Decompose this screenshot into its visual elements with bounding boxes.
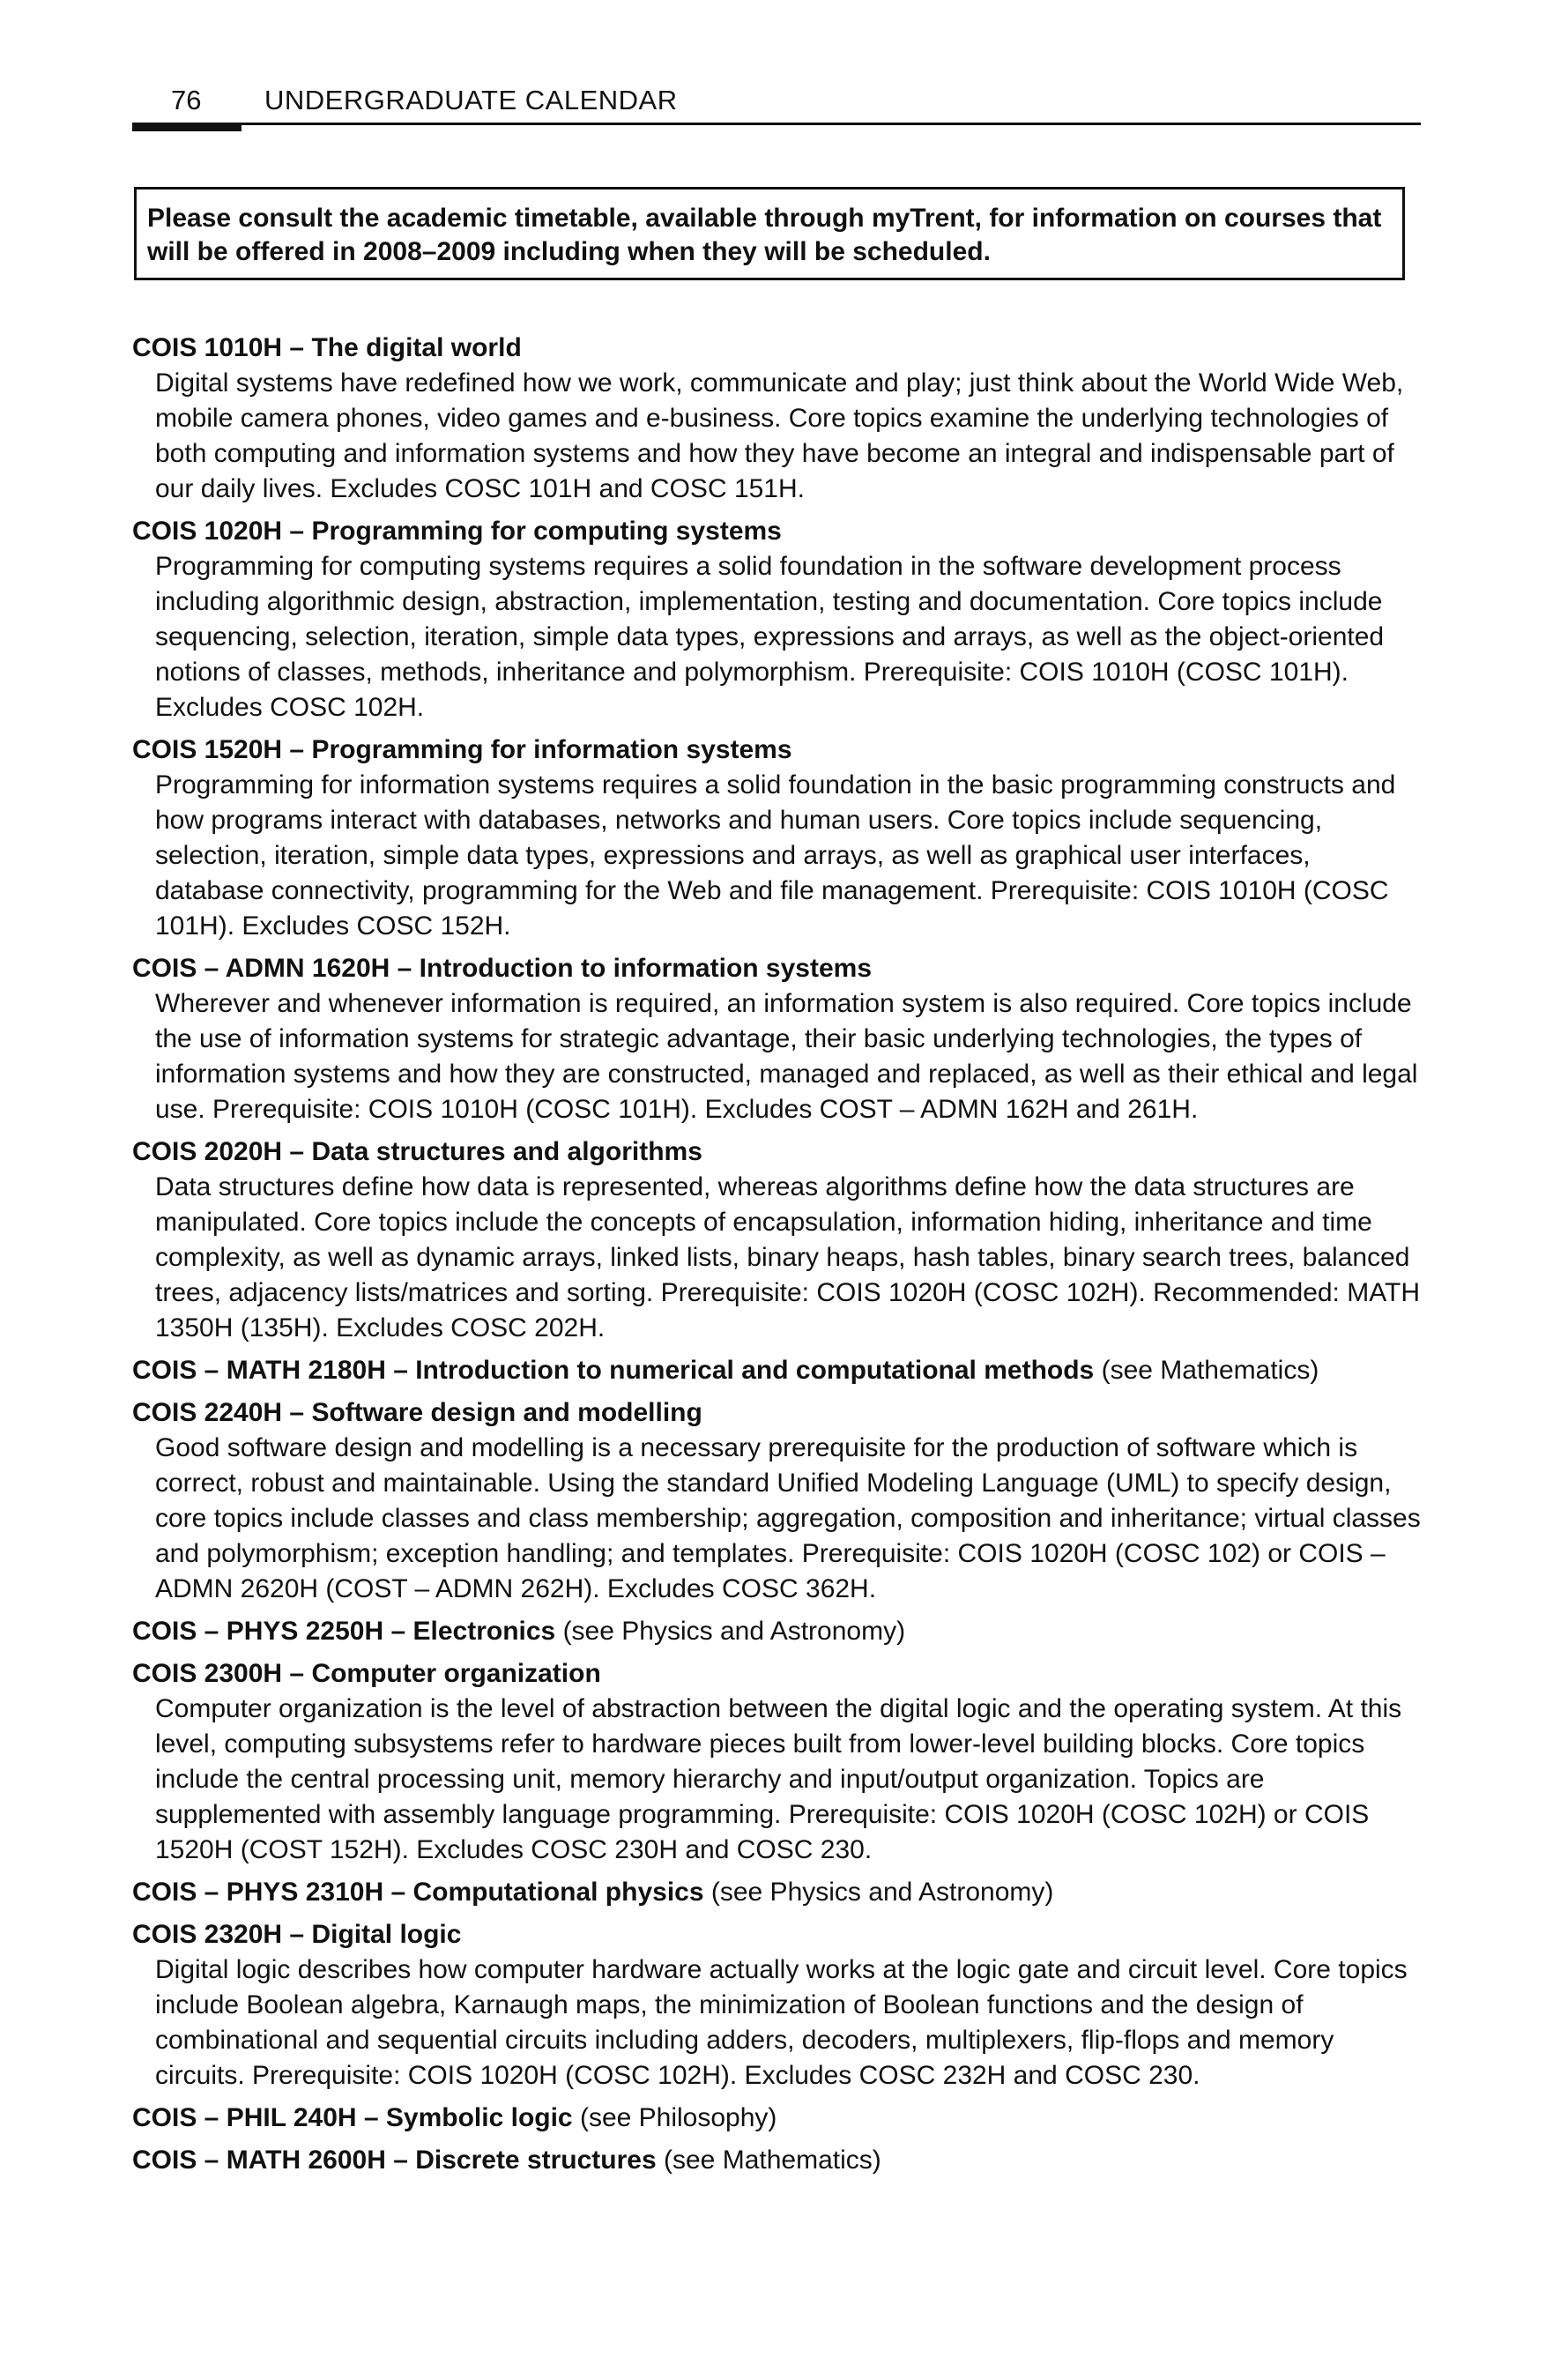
course-cross-reference: (see Mathematics): [656, 2146, 881, 2175]
course-entry: [132, 1614, 1421, 1649]
page-header: [132, 83, 1421, 136]
course-title: COIS – PHYS 2310H – Computational physics: [132, 1878, 704, 1907]
course-cross-reference: (see Physics and Astronomy): [555, 1617, 906, 1646]
course-title: COIS – PHYS 2250H – Electronics: [132, 1617, 556, 1646]
course-entry: [132, 951, 1421, 1127]
course-title: COIS 2240H – Software design and modelling: [132, 1398, 702, 1427]
course-title: COIS 1020H – Programming for computing systems: [132, 517, 782, 546]
running-title: UNDERGRADUATE CALENDAR: [264, 85, 678, 115]
course-title: COIS 2320H – Digital logic: [132, 1920, 462, 1949]
course-entry: [132, 733, 1421, 944]
course-list: [132, 331, 1421, 2185]
header-tab-bar: [132, 123, 241, 131]
course-description: Digital systems have redefined how we work, communicate and play; just think about the World Wide Web, mobile camera phones, video games and e-business. Core topics examine the underlying technologies of both computing and information systems and how they have become an integral and indispensable part of our daily lives. Excludes COSC 101H and COSC 151H.: [155, 368, 1404, 503]
course-title: COIS – MATH 2600H – Discrete structures: [132, 2146, 657, 2175]
course-cross-reference: (see Mathematics): [1094, 1356, 1319, 1385]
course-title: COIS 2300H – Computer organization: [132, 1659, 601, 1688]
course-entry: [132, 331, 1421, 507]
course-description: Data structures define how data is represented, whereas algorithms define how the data structures are manipulated. Core topics include the concepts of encapsulation, information hiding, inheritance and time complexity, as well as dynamic arrays, linked lists, binary heaps, hash tables, binary search trees, balanced trees, adjacency lists/matrices and sorting. Prerequisite: COIS 1020H (COSC 102H). Recommended: MATH 1350H (135H). Excludes COSC 202H.: [155, 1172, 1420, 1342]
course-title: COIS – PHIL 240H – Symbolic logic: [132, 2103, 573, 2132]
course-title: COIS 2020H – Data structures and algorithms: [132, 1137, 702, 1166]
course-description: Good software design and modelling is a necessary prerequisite for the production of software which is correct, robust and maintainable. Using the standard Unified Modeling Language (UML) to specify design, core topics include classes and class membership; aggregation, composition and inheritance; virtual classes and polymorphism; exception handling; and templates. Prerequisite: COIS 1020H (COSC 102) or COIS – ADMN 2620H (COST – ADMN 262H). Excludes COSC 362H.: [155, 1433, 1421, 1603]
course-entry: [132, 514, 1421, 725]
course-cross-reference: (see Philosophy): [572, 2103, 777, 2132]
timetable-notice-box: [134, 187, 1405, 280]
course-title: COIS 1520H – Programming for information systems: [132, 735, 792, 764]
course-title: COIS – ADMN 1620H – Introduction to information systems: [132, 954, 873, 983]
course-entry: [132, 1395, 1421, 1607]
course-description: Programming for computing systems requires a solid foundation in the software development process including algorithmic design, abstraction, implementation, testing and documentation. Core topics include sequencing, selection, iteration, simple data types, expressions and arrays, as well as the object-oriented notions of classes, methods, inheritance and polymorphism. Prerequisite: COIS 1010H (COSC 101H). Excludes COSC 102H.: [155, 552, 1385, 722]
course-title: COIS 1010H – The digital world: [132, 333, 522, 362]
course-entry: [132, 1134, 1421, 1346]
course-title: COIS – MATH 2180H – Introduction to numerical and computational methods: [132, 1356, 1095, 1385]
course-description: Programming for information systems requires a solid foundation in the basic programming constructs and how programs interact with databases, networks and human users. Core topics include sequencing, selection, iteration, simple data types, expressions and arrays, as well as graphical user interfaces, database connectivity, programming for the Web and file management. Prerequisite: COIS 1010H (COSC 101H). Excludes COSC 152H.: [155, 770, 1396, 941]
course-description: Digital logic describes how computer hardware actually works at the logic gate and circuit level. Core topics include Boolean algebra, Karnaugh maps, the minimization of Boolean functions and the design of combinational and sequential circuits including adders, decoders, multiplexers, flip-flops and memory circuits. Prerequisite: COIS 1020H (COSC 102H). Excludes COSC 232H and COSC 230.: [155, 1955, 1408, 2090]
course-entry: [132, 2101, 1421, 2136]
course-entry: [132, 2143, 1421, 2178]
course-cross-reference: (see Physics and Astronomy): [703, 1878, 1054, 1907]
course-entry: [132, 1656, 1421, 1868]
course-description: Wherever and whenever information is required, an information system is also required. Core topics include the use of information systems for strategic advantage, their basic underlying technologies, the types of information systems and how they are constructed, managed and replaced, as well as their ethical and legal use. Prerequisite: COIS 1010H (COSC 101H). Excludes COST – ADMN 162H and 261H.: [155, 989, 1418, 1124]
course-description: Computer organization is the level of abstraction between the digital logic and the operating system. At this level, computing subsystems refer to hardware pieces built from lower-level building blocks. Core topics include the central processing unit, memory hierarchy and input/output organization. Topics are supplemented with assembly language programming. Prerequisite: COIS 1020H (COSC 102H) or COIS 1520H (COST 152H). Excludes COSC 230H and COSC 230.: [155, 1694, 1402, 1864]
timetable-notice-text: Please consult the academic timetable, available through myTrent, for information on courses that will be offered in 2008–2009 including when they will be scheduled.: [147, 204, 1382, 266]
course-entry: [132, 1875, 1421, 1910]
course-entry: [132, 1917, 1421, 2094]
header-rule: [132, 123, 1421, 125]
course-entry: [132, 1353, 1421, 1388]
page-number: 76: [171, 85, 202, 115]
